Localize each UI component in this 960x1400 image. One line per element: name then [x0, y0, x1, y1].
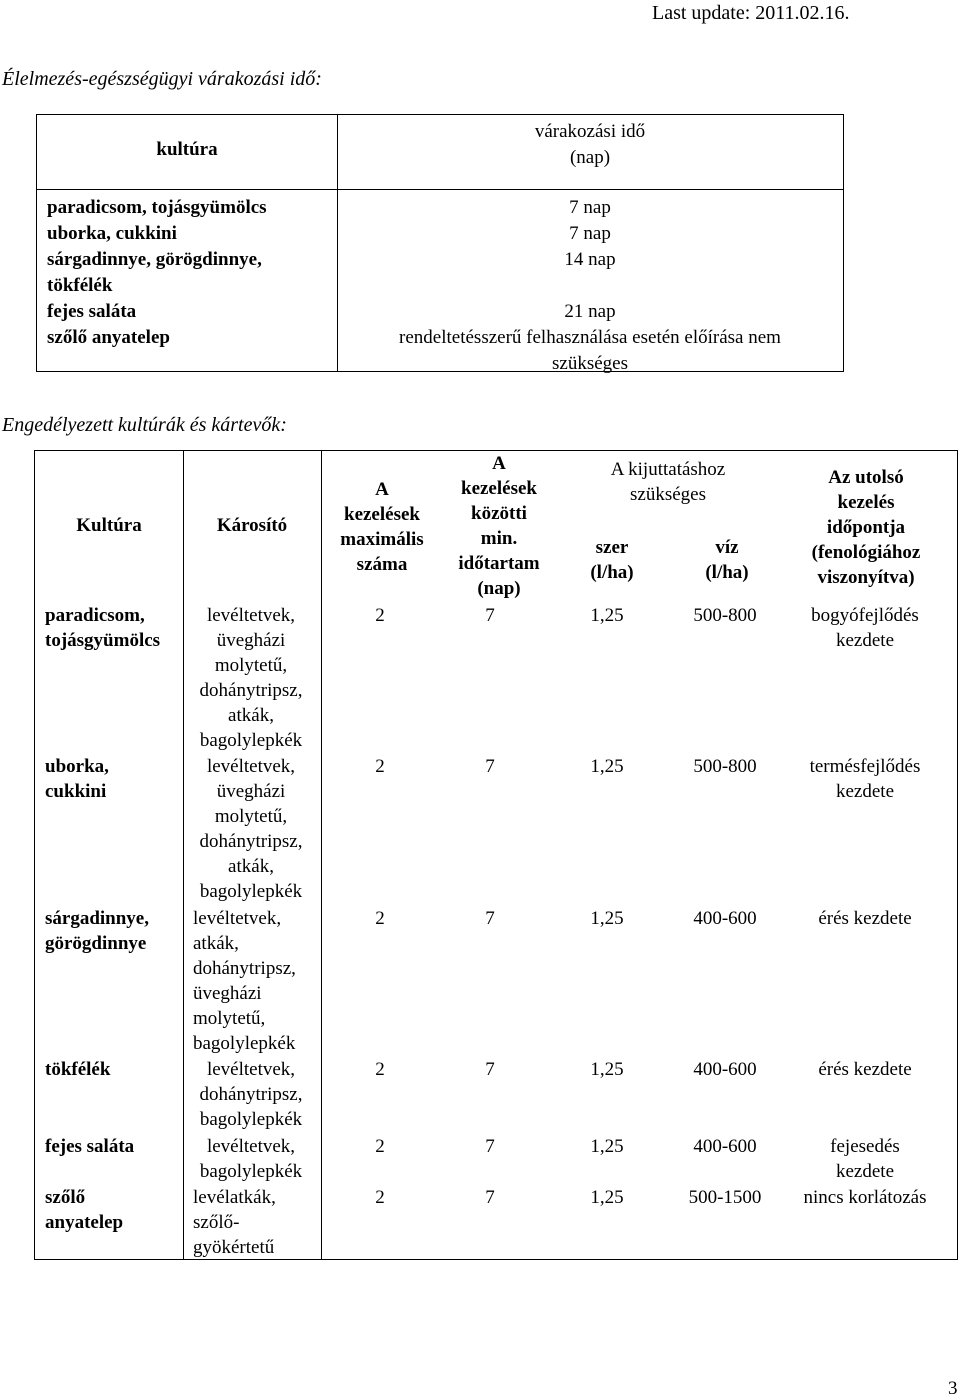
- last-line: fejesedés: [830, 1136, 900, 1157]
- header-line: időtartam: [458, 553, 540, 574]
- pest-line: szőlő-: [193, 1212, 240, 1233]
- interval-cell: 7: [485, 908, 495, 929]
- table-divider: [37, 189, 843, 190]
- header-line: (fenológiához: [811, 542, 921, 563]
- header-line: A: [375, 479, 389, 500]
- pest-line: üvegházi: [216, 630, 286, 651]
- max-treatments-cell: 2: [375, 1187, 385, 1208]
- crop-line: tökfélék: [45, 1059, 111, 1080]
- header-line: száma: [356, 554, 408, 575]
- column-header-pest: Károsító: [216, 515, 288, 536]
- last-line: érés kezdete: [818, 1059, 912, 1080]
- wait-cell: rendeltetésszerű felhasználása esetén előírása nem: [399, 327, 781, 348]
- crop-line: fejes saláta: [45, 1136, 135, 1157]
- interval-cell: 7: [485, 1187, 495, 1208]
- pest-line: atkák,: [228, 705, 274, 726]
- water-rate-cell: 500-800: [693, 756, 757, 777]
- last-treatment-cell: [787, 906, 943, 931]
- crop-list: [47, 195, 332, 351]
- pest-line: bagolylepkék: [199, 730, 303, 751]
- header-line: viszonyítva): [817, 567, 915, 588]
- crop-line: paradicsom,: [45, 605, 145, 626]
- pest-cell: [193, 1185, 321, 1260]
- header-line: (nap): [477, 578, 521, 599]
- wait-cell: 14 nap: [564, 249, 616, 270]
- header-line: (nap): [569, 147, 611, 168]
- water-rate-cell: 500-1500: [688, 1187, 762, 1208]
- pest-cell: [187, 603, 315, 753]
- product-rate-cell: 1,25: [590, 756, 624, 777]
- water-rate-cell: 500-800: [693, 605, 757, 626]
- header-line: maximális: [340, 529, 424, 550]
- crop-cell: szőlő anyatelep: [47, 327, 170, 348]
- header-line: (l/ha): [590, 562, 634, 583]
- column-header-waiting-period: [337, 119, 843, 171]
- pest-line: dohánytripsz,: [199, 831, 303, 852]
- last-treatment-cell: [787, 1185, 943, 1210]
- crop-line: görögdinnye: [45, 933, 147, 954]
- last-line: kezdete: [835, 781, 894, 802]
- water-rate-cell: 400-600: [693, 1059, 757, 1080]
- header-line: min.: [480, 528, 518, 549]
- crop-line: sárgadinnye,: [45, 908, 149, 929]
- column-header-product: [563, 535, 661, 585]
- pest-line: levélatkák,: [193, 1187, 276, 1208]
- pest-line: molytetű,: [214, 655, 288, 676]
- crop-cell: paradicsom, tojásgyümölcs: [47, 197, 267, 218]
- pest-line: dohánytripsz,: [199, 680, 303, 701]
- approved-crops-table: [34, 450, 958, 1260]
- crop-cell: [45, 754, 195, 804]
- crop-line: cukkini: [45, 781, 107, 802]
- crop-line: anyatelep: [45, 1212, 124, 1233]
- wait-cell: szükséges: [552, 353, 628, 374]
- column-header-water: [675, 535, 779, 585]
- interval-cell: 7: [485, 756, 495, 777]
- column-header-delivery: [575, 457, 761, 507]
- product-rate-cell: 1,25: [590, 908, 624, 929]
- pest-line: atkák,: [193, 933, 239, 954]
- max-treatments-cell: 2: [375, 908, 385, 929]
- pest-cell: [187, 1134, 315, 1184]
- pest-line: bagolylepkék: [199, 1161, 303, 1182]
- pest-line: levéltetvek,: [206, 1136, 296, 1157]
- section-title-approved-crops: Engedélyezett kultúrák és kártevők:: [2, 414, 287, 436]
- header-line: Az utolsó: [828, 467, 904, 488]
- pest-line: bagolylepkék: [199, 881, 303, 902]
- crop-cell: [45, 603, 195, 653]
- section-title-waiting-period: Élelmezés-egészségügyi várakozási idő:: [2, 68, 322, 90]
- pest-line: levéltetvek,: [206, 756, 296, 777]
- last-treatment-cell: [787, 754, 943, 804]
- last-line: termésfejlődés: [809, 756, 921, 777]
- crop-cell: [45, 1134, 195, 1159]
- header-line: A: [492, 453, 506, 474]
- crop-cell: [45, 906, 195, 956]
- last-line: kezdete: [835, 630, 894, 651]
- pest-line: molytetű,: [193, 1008, 266, 1029]
- pest-line: levéltetvek,: [206, 605, 296, 626]
- max-treatments-cell: 2: [375, 756, 385, 777]
- pest-line: üvegházi: [216, 781, 286, 802]
- product-rate-cell: 1,25: [590, 1059, 624, 1080]
- last-treatment-cell: [787, 1057, 943, 1082]
- last-treatment-cell: [787, 603, 943, 653]
- crop-cell: uborka, cukkini: [47, 223, 177, 244]
- crop-cell: [45, 1185, 195, 1235]
- pest-line: molytetű,: [214, 806, 288, 827]
- last-line: bogyófejlődés: [811, 605, 919, 626]
- pest-cell: [187, 754, 315, 904]
- header-line: A kijuttatáshoz szükséges: [610, 459, 726, 505]
- column-header-interval: [443, 451, 555, 601]
- max-treatments-cell: 2: [375, 605, 385, 626]
- pest-line: atkák,: [228, 856, 274, 877]
- crop-cell: [45, 1057, 195, 1082]
- pest-line: dohánytripsz,: [193, 958, 296, 979]
- max-treatments-cell: 2: [375, 1136, 385, 1157]
- water-rate-cell: 400-600: [693, 1136, 757, 1157]
- crop-cell: sárgadinnye, görögdinnye,: [47, 249, 262, 270]
- crop-line: tojásgyümölcs: [45, 630, 161, 651]
- pest-line: levéltetvek,: [193, 908, 282, 929]
- header-line: víz: [715, 537, 739, 558]
- pest-line: üvegházi: [193, 983, 262, 1004]
- column-header-crop: Kultúra: [76, 515, 142, 536]
- last-line: kezdete: [835, 1161, 894, 1182]
- crop-cell: tökfélék: [47, 275, 113, 296]
- pest-line: dohánytripsz,: [199, 1084, 303, 1105]
- waiting-period-table: [36, 114, 844, 372]
- header-line: időpontja: [826, 517, 906, 538]
- last-treatment-cell: [787, 1134, 943, 1184]
- interval-cell: 7: [485, 1136, 495, 1157]
- column-header-last-treatment: [787, 465, 945, 590]
- last-line: érés kezdete: [818, 908, 912, 929]
- product-rate-cell: 1,25: [590, 1187, 624, 1208]
- wait-cell: 7 nap: [569, 197, 611, 218]
- header-line: közötti: [471, 503, 527, 524]
- wait-cell: 7 nap: [569, 223, 611, 244]
- max-treatments-cell: 2: [375, 1059, 385, 1080]
- crop-line: szőlő: [45, 1187, 86, 1208]
- water-rate-cell: 400-600: [693, 908, 757, 929]
- pest-line: bagolylepkék: [193, 1033, 296, 1054]
- interval-cell: 7: [485, 1059, 495, 1080]
- pest-line: gyökértetű: [193, 1237, 275, 1258]
- interval-cell: 7: [485, 605, 495, 626]
- crop-cell: fejes saláta: [47, 301, 137, 322]
- product-rate-cell: 1,25: [590, 1136, 624, 1157]
- waiting-period-list: [337, 195, 843, 377]
- pest-cell: [187, 1057, 315, 1132]
- crop-line: uborka,: [45, 756, 109, 777]
- header-line: kezelések: [461, 478, 537, 499]
- pest-cell: [193, 906, 321, 1056]
- last-update: Last update: 2011.02.16.: [652, 2, 850, 24]
- wait-cell: 21 nap: [564, 301, 616, 322]
- pest-line: bagolylepkék: [199, 1109, 303, 1130]
- header-line: kezelések: [344, 504, 420, 525]
- column-header-max-treatments: [321, 477, 443, 577]
- product-rate-cell: 1,25: [590, 605, 624, 626]
- header-line: szer: [595, 537, 629, 558]
- header-line: kezelés: [837, 492, 895, 513]
- page-number: 3: [948, 1378, 958, 1399]
- header-line: (l/ha): [705, 562, 749, 583]
- header-line: várakozási idő: [534, 121, 646, 142]
- column-header-crop: kultúra: [156, 139, 218, 160]
- last-line: nincs korlátozás: [803, 1187, 927, 1208]
- wait-cell: [337, 273, 843, 299]
- pest-line: levéltetvek,: [206, 1059, 296, 1080]
